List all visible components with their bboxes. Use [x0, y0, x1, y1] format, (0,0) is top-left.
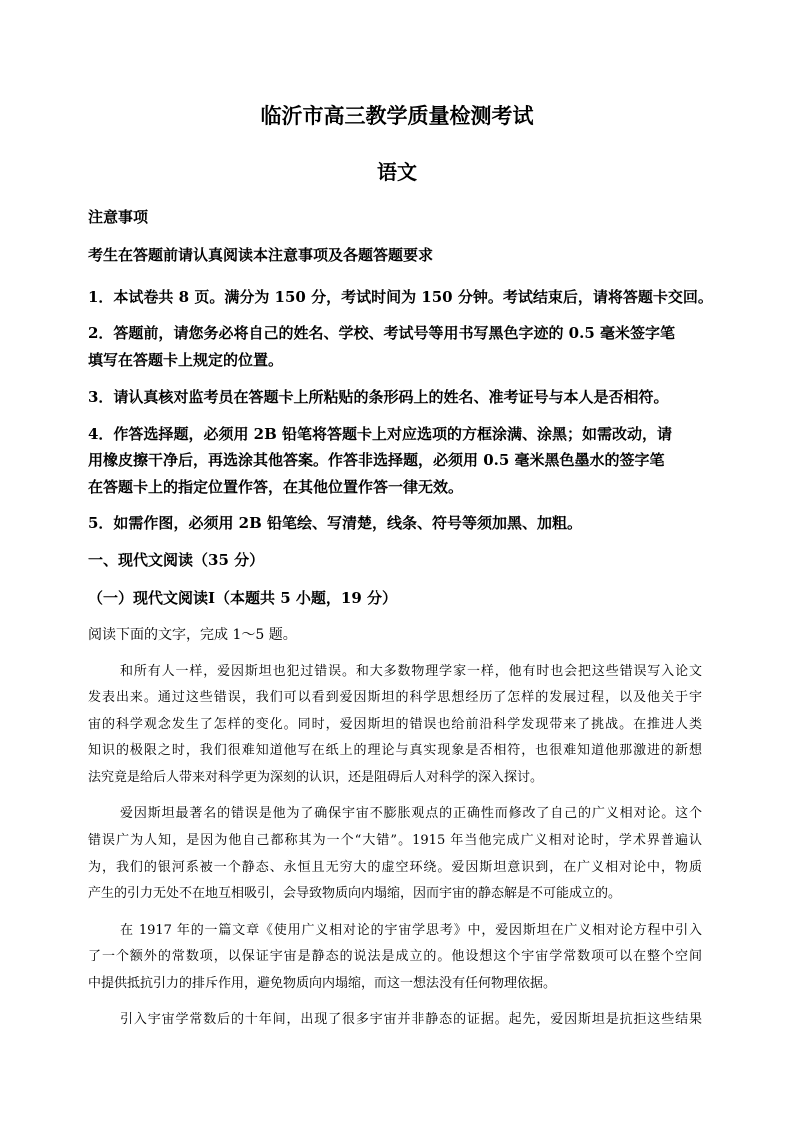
exam-title: 临沂市高三教学质量检测考试	[260, 103, 534, 128]
notice-item-5: 5．如需作图，必须用 2B 铅笔绘、写清楚，线条、符号等须加黑、加粗。	[88, 514, 582, 532]
notice-item-2-line-2: 填写在答题卡上规定的位置。	[88, 351, 284, 369]
passage-line: 发表出来。通过这些错误，我们可以看到爱因斯坦的科学思想经历了怎样的发展过程，以及他关于宇	[88, 690, 702, 705]
passage-line: 为，我们的银河系被一个静态、永恒且无穷大的虚空环绕。爱因斯坦意识到，在广义相对论中，物质	[88, 860, 702, 875]
passage-line: 知识的极限之时，我们很难知道他写在纸上的理论与真实现象是否相符，也很难知道他那激进的新想	[88, 743, 702, 758]
passage-line: 引入宇宙学常数后的十年间，出现了很多宇宙并非静态的证据。起先，爱因斯坦是抗拒这些结果	[120, 1012, 702, 1027]
passage-line: 法究竟是给后人带来对科学更为深刻的认识，还是阻碍后人对科学的深入探讨。	[88, 770, 544, 785]
subject-title: 语文	[377, 160, 417, 184]
section-subheading: （一）现代文阅读Ⅰ（本题共 5 小题，19 分）	[88, 589, 397, 607]
notice-item-4-line-2: 用橡皮擦干净后，再选涂其他答案。作答非选择题，必须用 0.5 毫米黑色墨水的签字笔	[88, 451, 665, 469]
section-instruction: 阅读下面的文字，完成 1～5 题。	[88, 627, 297, 643]
notice-heading: 注意事项	[88, 208, 149, 226]
notice-intro: 考生在答题前请认真阅读本注意事项及各题答题要求	[88, 246, 434, 264]
passage-line: 中提供抵抗引力的排斥作用，避免物质向内塌缩，而这一想法没有任何物理依据。	[88, 976, 557, 991]
passage-line: 了一个额外的常数项，以保证宇宙是静态的说法是成立的。他设想这个宇宙学常数项可以在整个空间	[88, 949, 702, 964]
notice-item-2-line-1: 2．答题前，请您务必将自己的姓名、学校、考试号等用书写黑色字迹的 0.5 毫米签字笔	[88, 324, 675, 342]
section-heading: 一、现代文阅读（35 分）	[88, 551, 265, 569]
passage-line: 产生的引力无处不在地互相吸引，会导致物质向内塌缩，因而宇宙的静态解是不可能成立的。	[88, 886, 622, 901]
passage-line: 错误广为人知，是因为他自己都称其为一个“大错”。1915 年当他完成广义相对论时，学术界普遍认	[88, 833, 702, 848]
passage-line: 宙的科学观念发生了怎样的变化。同时，爱因斯坦的错误也给前沿科学发现带来了挑战。在推进人类	[88, 717, 702, 732]
passage-line: 和所有人一样，爱因斯坦也犯过错误。和大多数物理学家一样，他有时也会把这些错误写入论文	[120, 664, 702, 679]
notice-item-4-line-1: 4．作答选择题，必须用 2B 铅笔将答题卡上对应选项的方框涂满、涂黑；如需改动，请	[88, 425, 673, 443]
notice-item-1: 1．本试卷共 8 页。满分为 150 分，考试时间为 150 分钟。考试结束后，请将答题卡交回。	[88, 288, 713, 306]
passage-line: 在 1917 年的一篇文章《使用广义相对论的宇宙学思考》中，爱因斯坦在广义相对论方程中引入	[120, 923, 702, 938]
notice-item-3: 3．请认真核对监考员在答题卡上所粘贴的条形码上的姓名、准考证号与本人是否相符。	[88, 388, 669, 406]
passage-line: 爱因斯坦最著名的错误是他为了确保宇宙不膨胀观点的正确性而修改了自己的广义相对论。这个	[120, 806, 702, 821]
notice-item-4-line-3: 在答题卡上的指定位置作答，在其他位置作答一律无效。	[88, 478, 464, 496]
